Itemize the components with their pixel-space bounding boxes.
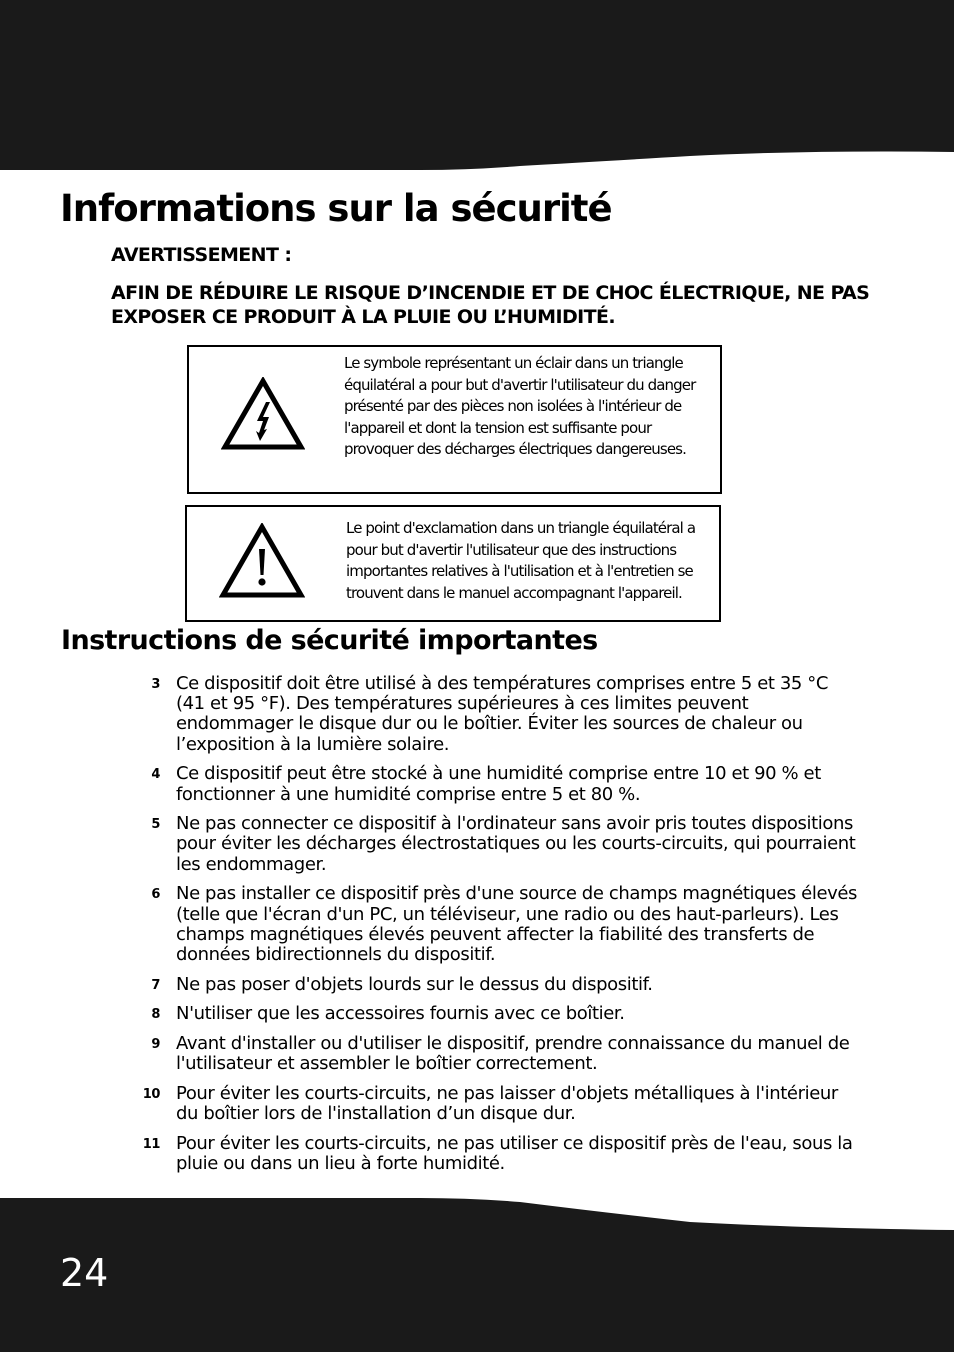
page-number: 24	[60, 1251, 109, 1295]
section-title: Instructions de sécurité importantes	[61, 625, 598, 656]
exclamation-symbol-box	[185, 505, 721, 622]
list-item	[130, 1134, 860, 1174]
warning-text: AFIN DE RÉDUIRE LE RISQUE D’INCENDIE ET DE CHOC ÉLECTRIQUE, NE PAS EXPOSER CE PRODUIT À LA PLUIE OU L’HUMIDITÉ.	[111, 282, 870, 328]
item-text: Ce dispositif peut être stocké à une humidité comprise entre 10 et 90 % et fonctionner à une humidité comprise entre 5 et 80 %.	[176, 763, 821, 805]
item-number: 10	[142, 1086, 160, 1102]
item-text: Ne pas installer ce dispositif près d'une source de champs magnétiques élevés (telle que l'écran d'un PC, un téléviseur, une radio ou des haut-parleurs). Les champs magnétiques élevés peuvent affecter la fiabilité des transferts de données bidirectionnels du dispositif.	[176, 883, 858, 965]
item-number: 3	[151, 677, 160, 692]
item-text: Ne pas connecter ce dispositif à l'ordinateur sans avoir pris toutes dispositions pour éviter les décharges électrostatiques ou les courts-circuits, qui pourraient les endommager.	[176, 813, 856, 875]
list-item	[130, 975, 860, 995]
exclamation-warning-icon	[219, 523, 305, 599]
list-item	[130, 1084, 860, 1124]
lightning-symbol-box	[187, 345, 722, 494]
item-number: 9	[151, 1037, 160, 1053]
item-text: Pour éviter les courts-circuits, ne pas laisser d'objets métalliques à l'intérieur du boîtier lors de l'installation d’un disque dur.	[176, 1082, 838, 1125]
list-item	[130, 884, 860, 965]
item-number: 7	[151, 977, 160, 993]
list-item	[130, 764, 860, 804]
item-text: Ce dispositif doit être utilisé à des températures comprises entre 5 et 35 °C (41 et 95 °F). Des températures supérieures à ces limites peuvent endommager le disque dur ou le boîtier. Éviter les sources de chaleur ou l’exposition à la lumière solaire.	[176, 673, 829, 755]
item-text: Ne pas poser d'objets lourds sur le dessus du dispositif.	[176, 973, 653, 995]
instruction-list	[130, 674, 860, 1184]
item-number: 5	[151, 817, 160, 833]
list-item	[130, 814, 860, 875]
list-item	[130, 1034, 860, 1074]
exclamation-symbol-text: Le point d'exclamation dans un triangle équilatéral a pour but d'avertir l'utilisateur que des instructions importantes relatives à l'utilisation et à l'entretien se trouvent dans le manuel accompagnant l'appareil.	[346, 519, 696, 602]
warning-label: AVERTISSEMENT :	[111, 244, 292, 266]
lightning-warning-icon	[221, 377, 305, 451]
footer-band	[0, 1192, 954, 1352]
item-text: N'utiliser que les accessoires fournis avec ce boîtier.	[176, 1003, 625, 1025]
page-title: Informations sur la sécurité	[60, 187, 612, 230]
item-number: 11	[142, 1136, 160, 1152]
item-text: Avant d'installer ou d'utiliser le dispositif, prendre connaissance du manuel de l'utilisateur et assembler le boîtier correctement.	[176, 1033, 850, 1075]
item-number: 6	[151, 887, 160, 903]
lightning-symbol-text: Le symbole représentant un éclair dans un triangle équilatéral a pour but d'avertir l'utilisateur du danger présenté par des pièces non isolées à l'intérieur de l'appareil et dont la tension est suffisante pour provoquer des décharges électriques dangereuses.	[344, 354, 696, 459]
list-item	[130, 1004, 860, 1024]
item-number: 8	[151, 1007, 160, 1023]
header-band	[0, 0, 954, 172]
item-text: Pour éviter les courts-circuits, ne pas utiliser ce dispositif près de l'eau, sous la pluie ou dans un lieu à forte humidité.	[176, 1132, 853, 1175]
item-number: 4	[151, 767, 160, 783]
list-item	[130, 674, 860, 755]
